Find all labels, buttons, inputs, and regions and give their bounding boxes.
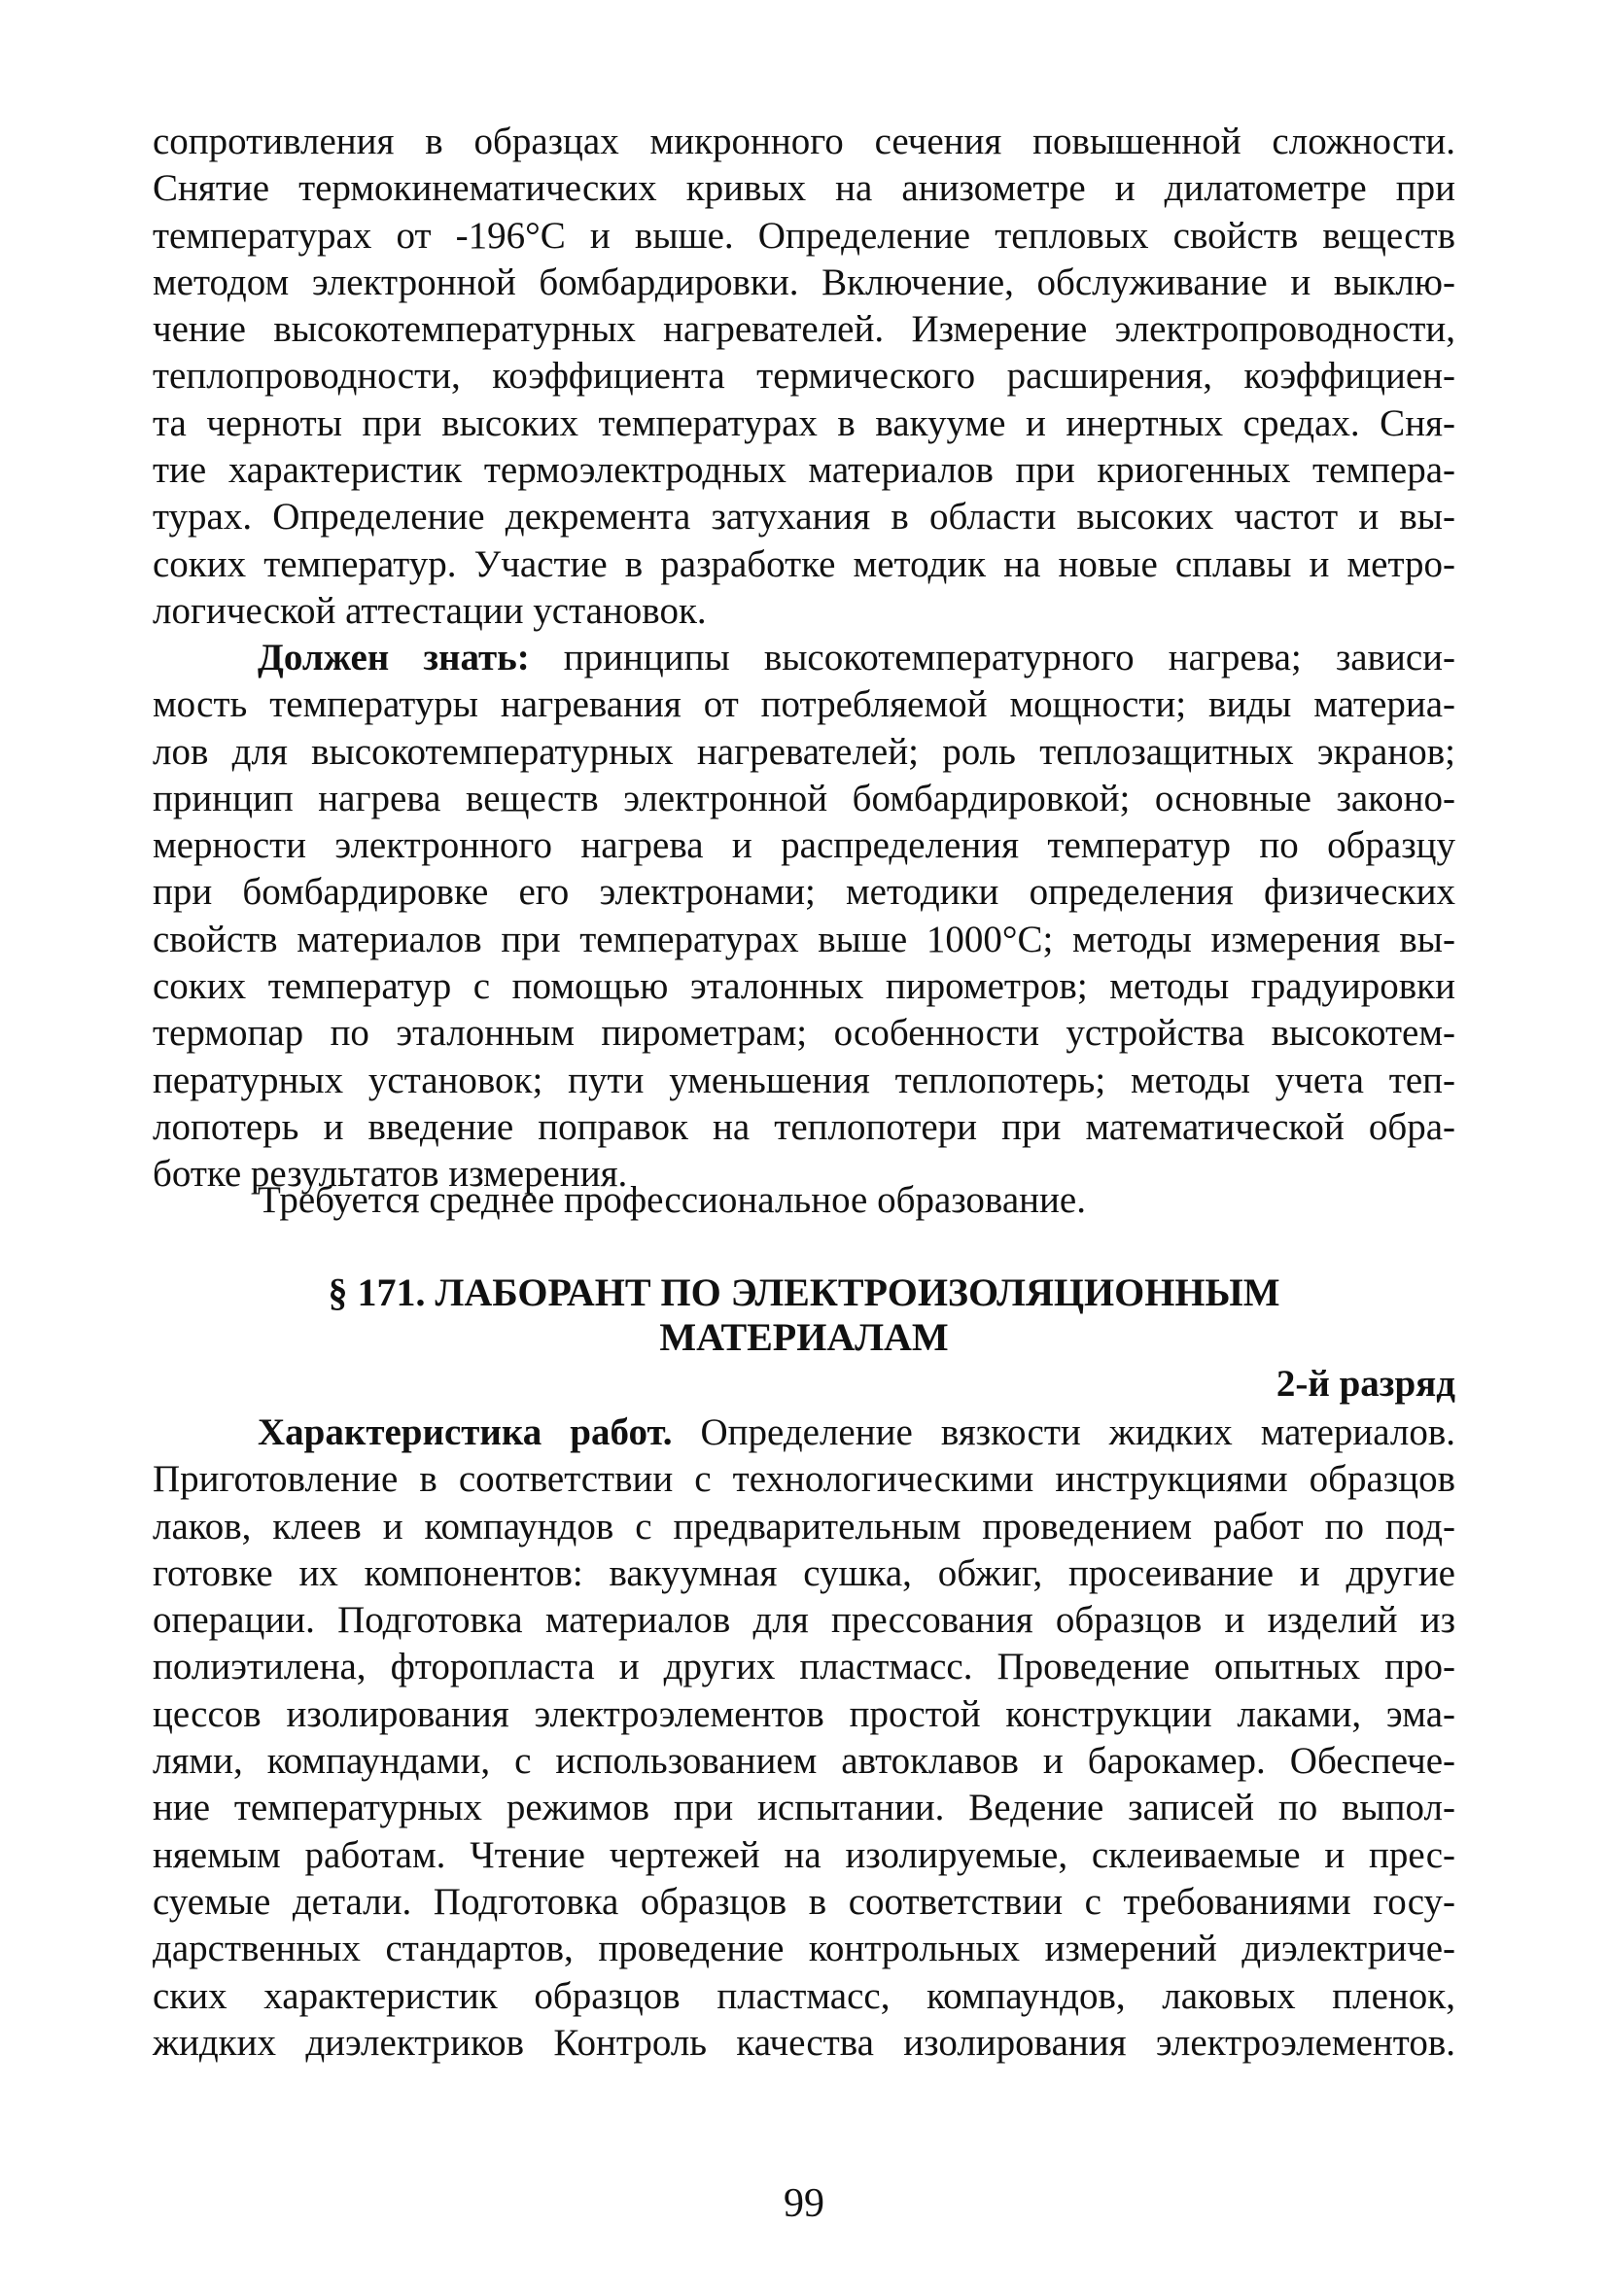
text-line: температурах от -196°С и выше. Определение тепловых свойств веществ xyxy=(153,214,1455,257)
text-line: чение высокотемпературных нагревателей. Измерение электропроводности, xyxy=(153,308,1455,351)
text-line: ских характеристик образцов пластмасс, компаундов, лаковых пленок, xyxy=(153,1974,1455,2017)
text-line: цессов изолирования электроэлементов простой конструкции лаками, эма- xyxy=(153,1692,1455,1735)
text-line: методом электронной бомбардировки. Включение, обслуживание и выклю- xyxy=(153,261,1455,303)
text-line: Приготовление в соответствии с технологическими инструкциями образцов xyxy=(153,1458,1455,1501)
text-line: лопотерь и введение поправок на теплопотери при математической обра- xyxy=(153,1105,1455,1148)
text-line: суемые детали. Подготовка образцов в соответствии с требованиями госу- xyxy=(153,1880,1455,1923)
text-line: турах. Определение декремента затухания в области высоких частот и вы- xyxy=(153,496,1455,539)
education-text: Требуется среднее профессиональное образование. xyxy=(258,1179,1086,1221)
text-line: жидких диэлектриков Контроль качества изолирования электроэлементов. xyxy=(153,2021,1455,2064)
text-line: лов для высокотемпературных нагревателей; роль теплозащитных экранов; xyxy=(153,730,1455,773)
text-line: теплопроводности, коэффициента термического расширения, коэффициен- xyxy=(153,355,1455,398)
text-line: свойств материалов при температурах выше 1000°С; методы измерения вы- xyxy=(153,918,1455,960)
text-line: готовке их компонентов: вакуумная сушка, обжиг, просеивание и другие xyxy=(153,1551,1455,1594)
text-line: няемым работам. Чтение чертежей на изолируемые, склеиваемые и прес- xyxy=(153,1833,1455,1876)
text-line: пературных установок; пути уменьшения теплопотерь; методы учета теп- xyxy=(153,1059,1455,1101)
text-line: соких температур с помощью эталонных пирометров; методы градуировки xyxy=(153,965,1455,1008)
section-heading-line: МАТЕРИАЛАМ xyxy=(659,1315,949,1359)
text-line: мость температуры нагревания от потребляемой мощности; виды материа- xyxy=(153,683,1455,726)
text-line: дарственных стандартов, проведение контрольных измерений диэлектриче- xyxy=(153,1928,1455,1970)
text-line xyxy=(153,1409,1455,1456)
text-line: операции. Подготовка материалов для прессования образцов и изделий из xyxy=(153,1599,1455,1642)
rank-label: 2-й разряд xyxy=(1276,1363,1455,1405)
must-know-first-line: принципы высокотемпературного нагрева; зависи- xyxy=(529,637,1455,678)
work-characteristics-label: Характеристика работ. xyxy=(258,1411,673,1453)
text-line: при бомбардировке его электронами; методики определения физических xyxy=(153,871,1455,914)
text-line: термопар по эталонным пирометрам; особенности устройства высокотем- xyxy=(153,1012,1455,1055)
text-line: логической аттестации установок. xyxy=(153,589,707,632)
text-line: та черноты при высоких температурах в вакууме и инертных средах. Сня- xyxy=(153,401,1455,444)
paragraph-work-characteristics xyxy=(153,1409,1455,2067)
text-line: соких температур. Участие в разработке методик на новые сплавы и метро- xyxy=(153,542,1455,585)
must-know-label: Должен знать: xyxy=(258,637,530,678)
text-line: полиэтилена, фторопласта и других пластмасс. Проведение опытных про- xyxy=(153,1646,1455,1688)
text-line: лями, компаундами, с использованием автоклавов и барокамер. Обеспече- xyxy=(153,1740,1455,1783)
text-line xyxy=(153,635,1455,681)
paragraph-work-description xyxy=(153,119,1455,635)
text-line: принцип нагрева веществ электронной бомбардировкой; основные законо- xyxy=(153,777,1455,819)
paragraph-education xyxy=(153,1177,1455,1224)
text-line: мерности электронного нагрева и распределения температур по образцу xyxy=(153,824,1455,867)
section-heading xyxy=(0,1270,1608,1360)
text-line: Снятие термокинематических кривых на анизометре и дилатометре при xyxy=(153,167,1455,210)
text-line: сопротивления в образцах микронного сечения повышенной сложности. xyxy=(153,121,1455,162)
paragraph-must-know xyxy=(153,635,1455,1199)
text-line: ние температурных режимов при испытании. Ведение записей по выпол- xyxy=(153,1787,1455,1829)
section-heading-line: § 171. ЛАБОРАНТ ПО ЭЛЕКТРОИЗОЛЯЦИОННЫМ xyxy=(328,1270,1280,1314)
text-line: ботке результатов измерения. xyxy=(153,1153,628,1196)
work-characteristics-first-line: Определение вязкости жидких материалов. xyxy=(672,1411,1455,1453)
text-line: лаков, клеев и компаундов с предварительным проведением работ по под- xyxy=(153,1505,1455,1548)
page-number: 99 xyxy=(784,2181,824,2226)
text-line: тие характеристик термоэлектродных материалов при криогенных темпера- xyxy=(153,449,1455,492)
